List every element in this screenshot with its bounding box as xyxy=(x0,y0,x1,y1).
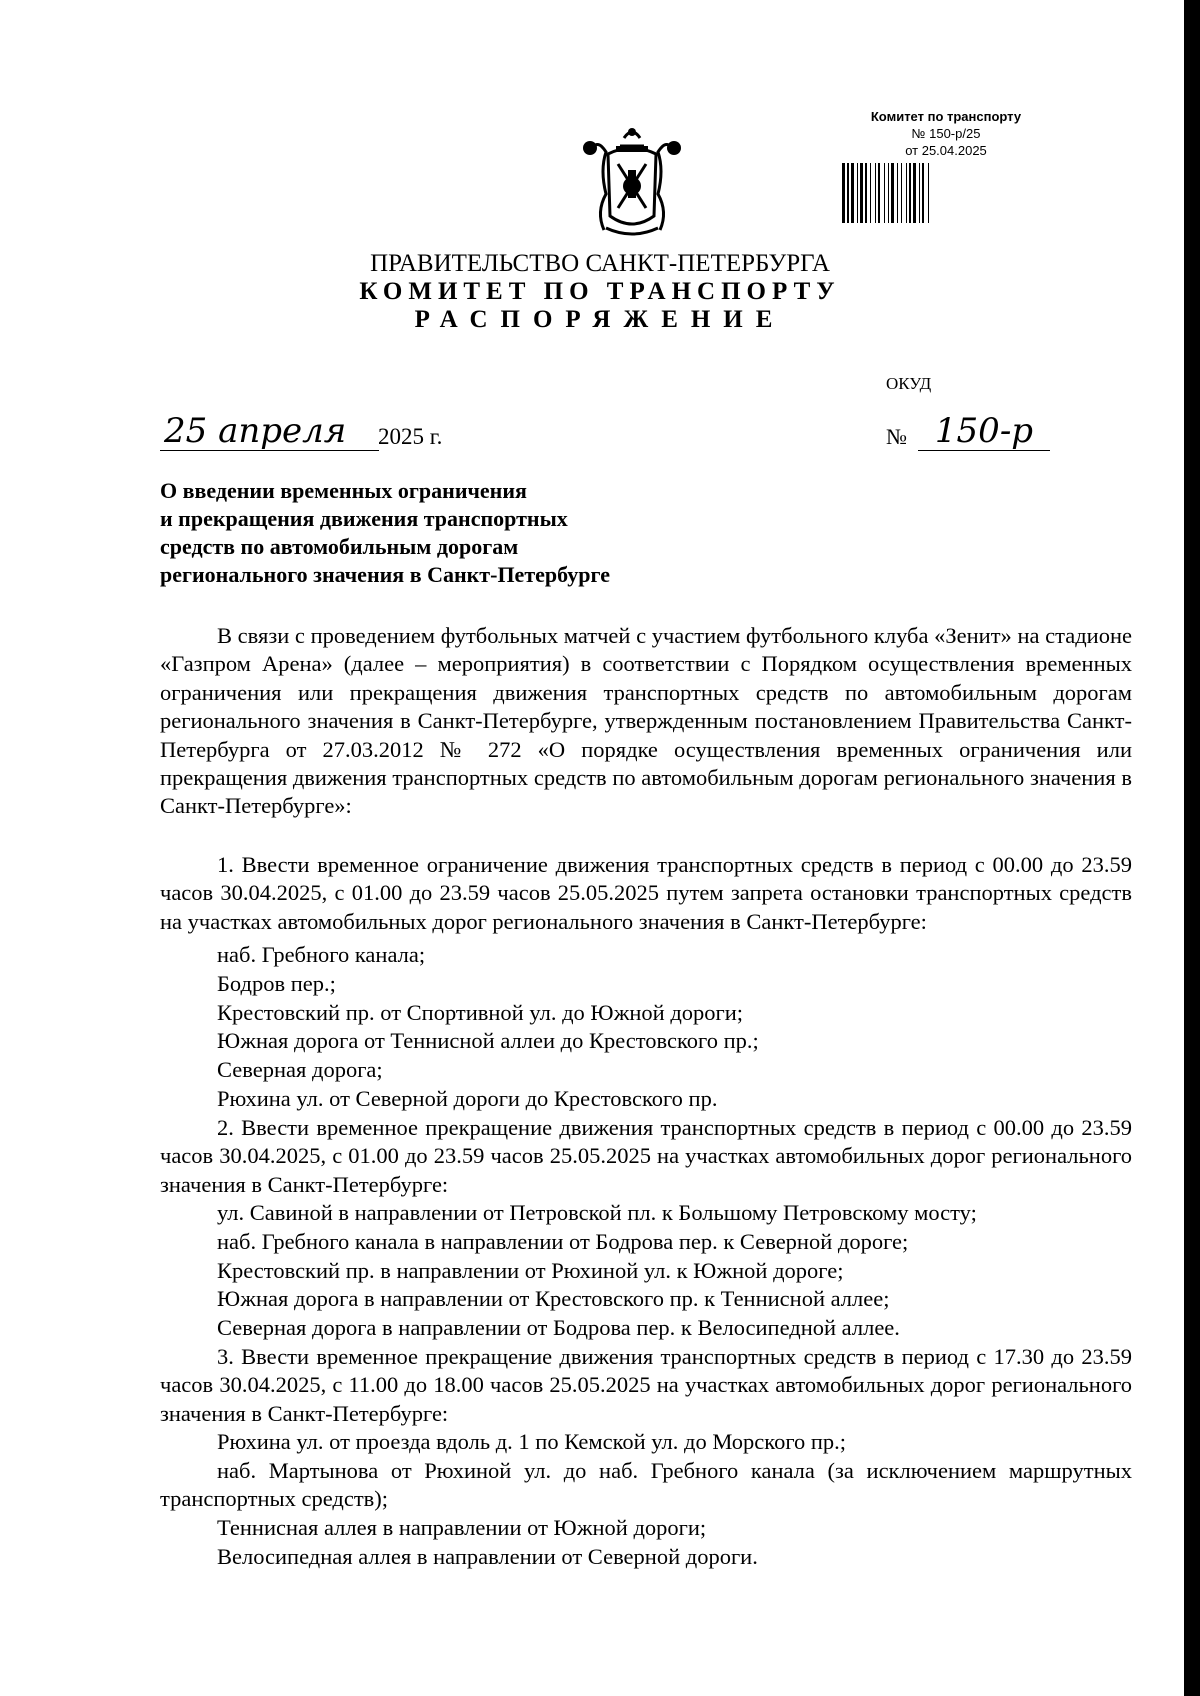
barcode xyxy=(842,163,1050,223)
barcode-bar xyxy=(919,163,920,223)
committee-name: КОМИТЕТ ПО ТРАНСПОРТУ xyxy=(359,278,841,305)
barcode-bar xyxy=(897,163,898,223)
coat-of-arms-emblem xyxy=(582,124,682,240)
barcode-bar xyxy=(884,163,885,223)
title-line: и прекращения движения транспортных xyxy=(160,506,568,531)
barcode-bar xyxy=(857,163,858,223)
list-item: Рюхина ул. от проезда вдоль д. 1 по Кемской ул. до Морского пр.; xyxy=(217,1429,847,1455)
list-item: Теннисная аллея в направлении от Южной дороги; xyxy=(217,1514,707,1540)
barcode-bar xyxy=(909,163,911,223)
barcode-bar xyxy=(928,163,929,223)
document-type: РАСПОРЯЖЕНИЕ xyxy=(414,306,786,333)
list-item: Рюхина ул. от Северной дороги до Крестовского пр. xyxy=(217,1086,718,1112)
okud-label: ОКУД xyxy=(886,374,932,393)
list-item: Велосипедная аллея в направлении от Северной дороги. xyxy=(217,1543,758,1569)
document-body xyxy=(160,622,1132,1571)
section-3-text: 3. Ввести временное прекращение движения транспортных средств в период с 17.30 до 23.59 часов 30.04.2025, с 11.00 до 18.00 часов 25.05.2025 на участках автомобильных дорог регионального значения в Санкт-Петербурге: xyxy=(160,1344,1132,1426)
title-line: регионального значения в Санкт-Петербурге xyxy=(160,562,610,587)
barcode-bar xyxy=(870,163,871,223)
list-item: Бодров пер.; xyxy=(217,970,336,996)
document-date xyxy=(160,412,500,454)
barcode-bar xyxy=(888,163,889,223)
list-item: Южная дорога в направлении от Крестовского пр. к Теннисной аллее; xyxy=(217,1286,890,1312)
barcode-bar xyxy=(860,163,863,223)
list-item: наб. Гребного канала в направлении от Бодрова пер. к Северной дороге; xyxy=(217,1228,909,1254)
title-line: О введении временных ограничения xyxy=(160,478,527,503)
list-item: ул. Савиной в направлении от Петровской пл. к Большому Петровскому мосту; xyxy=(217,1200,977,1226)
date-year: 2025 г. xyxy=(378,424,443,449)
barcode-bar xyxy=(878,163,880,223)
barcode-bar xyxy=(875,163,876,223)
title-line: средств по автомобильным дорогам xyxy=(160,534,519,559)
barcode-bar xyxy=(865,163,867,223)
registration-stamp xyxy=(840,108,1052,159)
document-title xyxy=(160,477,700,589)
document-number xyxy=(886,412,1056,454)
barcode-bar xyxy=(851,163,854,223)
barcode-bar xyxy=(922,163,924,223)
barcode-bar xyxy=(901,163,902,223)
barcode-bar xyxy=(847,163,849,223)
section-1-text: 1. Ввести временное ограничение движения транспортных средств в период с 00.00 до 23.59 часов 30.04.2025, с 01.00 до 23.59 часов 25.05.2025 путем запрета остановки транспортных средств на участках автомобильных дорог регионального значения в Санкт-Петербурге: xyxy=(160,851,1132,934)
list-item: наб. Гребного канала; xyxy=(217,942,426,968)
section-2-text: 2. Ввести временное прекращение движения транспортных средств в период с 00.00 до 23.59 часов 30.04.2025, с 01.00 до 23.59 часов 25.05.2025 на участках автомобильных дорог регионального значения в Санкт-Петербурге: xyxy=(160,1114,1132,1197)
list-item: Северная дорога в направлении от Бодрова пер. к Велосипедной аллее. xyxy=(217,1315,900,1341)
barcode-bar xyxy=(913,163,916,223)
barcode-bar xyxy=(906,163,907,223)
preamble: В связи с проведением футбольных матчей с участием футбольного клуба «Зенит» на стадионе «Газпром Арена» (далее – мероприятия) в соответствии с Порядком осуществления временных ограничения или прекращения движения транспортных средств по автомобильным дорогам регионального значения в Санкт-Петербурге, утвержденным постановлением Правительства Санкт-Петербурга от 27.03.2012 № 272 «О порядке осуществления временных ограничения или прекращения движения транспортных средств по автомобильным дорогам регионального значения в Санкт-Петербурге»: xyxy=(160,623,1132,819)
handwritten-date: 25 апреля xyxy=(160,412,379,451)
barcode-bar xyxy=(891,163,894,223)
list-item: Крестовский пр. от Спортивной ул. до Южной дороги; xyxy=(217,999,744,1025)
government-name: ПРАВИТЕЛЬСТВО САНКТ-ПЕТЕРБУРГА xyxy=(370,250,830,277)
list-item-wrapped: наб. Мартынова от Рюхиной ул. до наб. Гребного канала (за исключением маршрутных транспортных средств); xyxy=(160,1458,1132,1512)
stamp-date: от 25.04.2025 xyxy=(905,143,987,158)
number-sign: № xyxy=(886,424,907,449)
handwritten-number: 150-р xyxy=(918,412,1050,451)
barcode-bar xyxy=(842,163,845,223)
list-item: Крестовский пр. в направлении от Рюхиной ул. к Южной дороге; xyxy=(217,1257,844,1283)
list-item: Южная дорога от Теннисной аллеи до Крестовского пр.; xyxy=(217,1028,759,1054)
list-item: Северная дорога; xyxy=(217,1057,383,1083)
stamp-number: № 150-р/25 xyxy=(911,126,981,141)
stamp-org: Комитет по транспорту xyxy=(870,109,1022,124)
